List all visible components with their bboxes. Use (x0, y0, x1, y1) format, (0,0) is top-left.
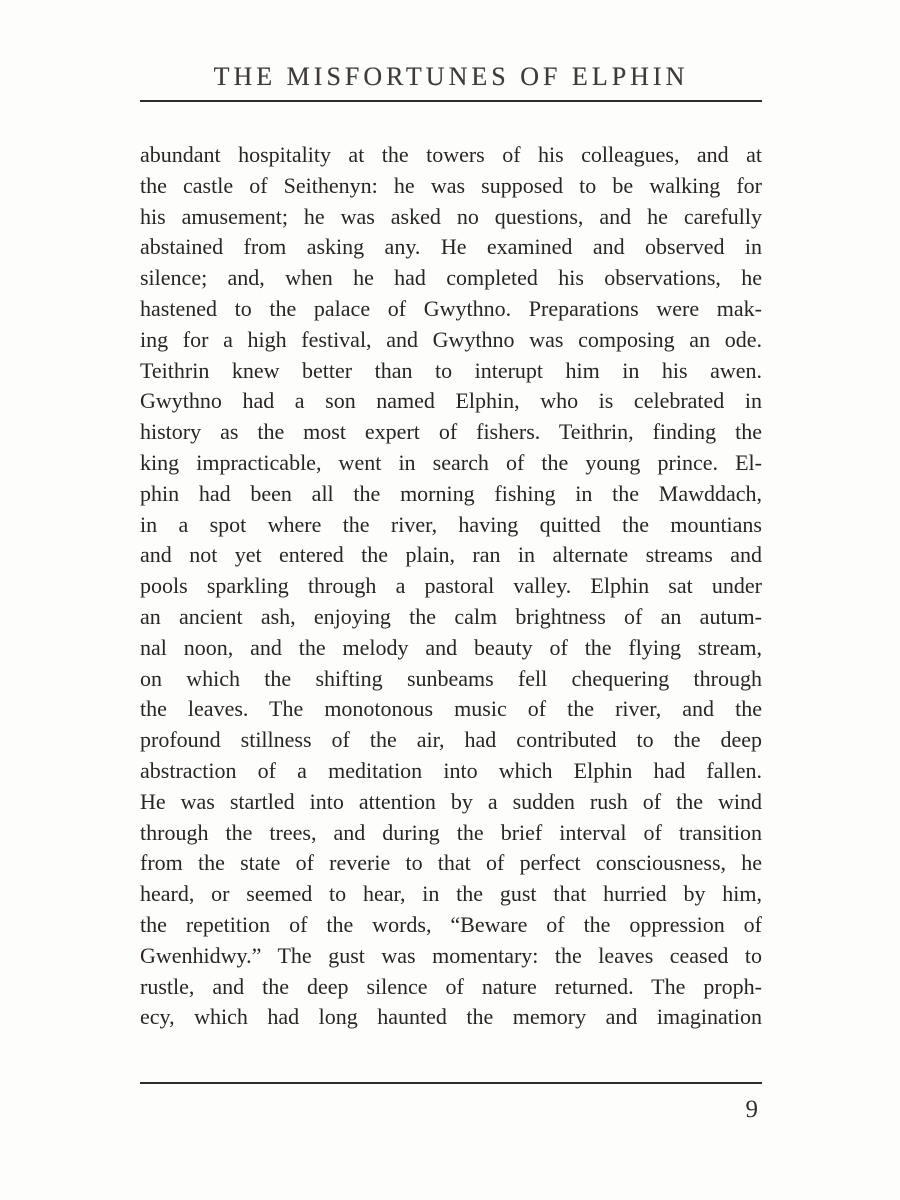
text-line: abundant hospitality at the towers of his colleagues, and at (140, 142, 762, 167)
footer-rule (140, 1082, 762, 1084)
running-head-title: THE MISFORTUNES OF ELPHIN (213, 62, 689, 91)
text-line: phin had been all the morning fishing in the Mawddach, (140, 480, 762, 506)
text-line: through the trees, and during the brief interval of transition (140, 819, 762, 845)
text-line: an ancient ash, enjoying the calm brightness of an autum- (140, 603, 762, 629)
body-text (140, 140, 762, 1033)
text-line: heard, or seemed to hear, in the gust that hurried by him, (140, 881, 762, 907)
text-line: Gwenhidwy.” The gust was momentary: the leaves ceased to (140, 942, 762, 968)
text-line: hastened to the palace of Gwythno. Preparations were mak- (140, 295, 762, 321)
text-line: pools sparkling through a pastoral valley. Elphin sat under (140, 573, 762, 599)
text-line: Gwythno had a son named Elphin, who is celebrated in (140, 388, 762, 414)
text-line: silence; and, when he had completed his observations, he (140, 265, 762, 291)
text-line: the repetition of the words, “Beware of the oppression of (140, 911, 762, 937)
text-line: ing for a high festival, and Gwythno was composing an ode. (140, 326, 762, 352)
text-line: rustle, and the deep silence of nature returned. The proph- (140, 973, 762, 999)
text-line: ecy, which had long haunted the memory and imagination (140, 1004, 762, 1030)
text-line: the castle of Seithenyn: he was supposed to be walking for (140, 172, 762, 198)
text-line: He was startled into attention by a sudden rush of the wind (140, 788, 762, 814)
page-number: 9 (745, 1096, 758, 1123)
header-rule (140, 100, 762, 102)
page-footer (140, 1082, 762, 1124)
page-header (140, 62, 762, 110)
text-line: king impracticable, went in search of the young prince. El- (140, 449, 762, 475)
text-line: history as the most expert of fishers. Teithrin, finding the (140, 419, 762, 445)
text-line: abstraction of a meditation into which Elphin had fallen. (140, 757, 762, 783)
text-line: on which the shifting sunbeams fell chequering through (140, 665, 762, 691)
text-line: from the state of reverie to that of perfect consciousness, he (140, 850, 762, 876)
text-line: the leaves. The monotonous music of the river, and the (140, 696, 762, 722)
text-line: nal noon, and the melody and beauty of the flying stream, (140, 634, 762, 660)
text-line: in a spot where the river, having quitted the mountians (140, 511, 762, 537)
text-line: Teithrin knew better than to interupt him in his awen. (140, 357, 762, 383)
text-line: his amusement; he was asked no questions, and he carefully (140, 203, 762, 229)
text-line: profound stillness of the air, had contributed to the deep (140, 727, 762, 753)
text-line: abstained from asking any. He examined and observed in (140, 234, 762, 260)
text-line: and not yet entered the plain, ran in alternate streams and (140, 542, 762, 568)
